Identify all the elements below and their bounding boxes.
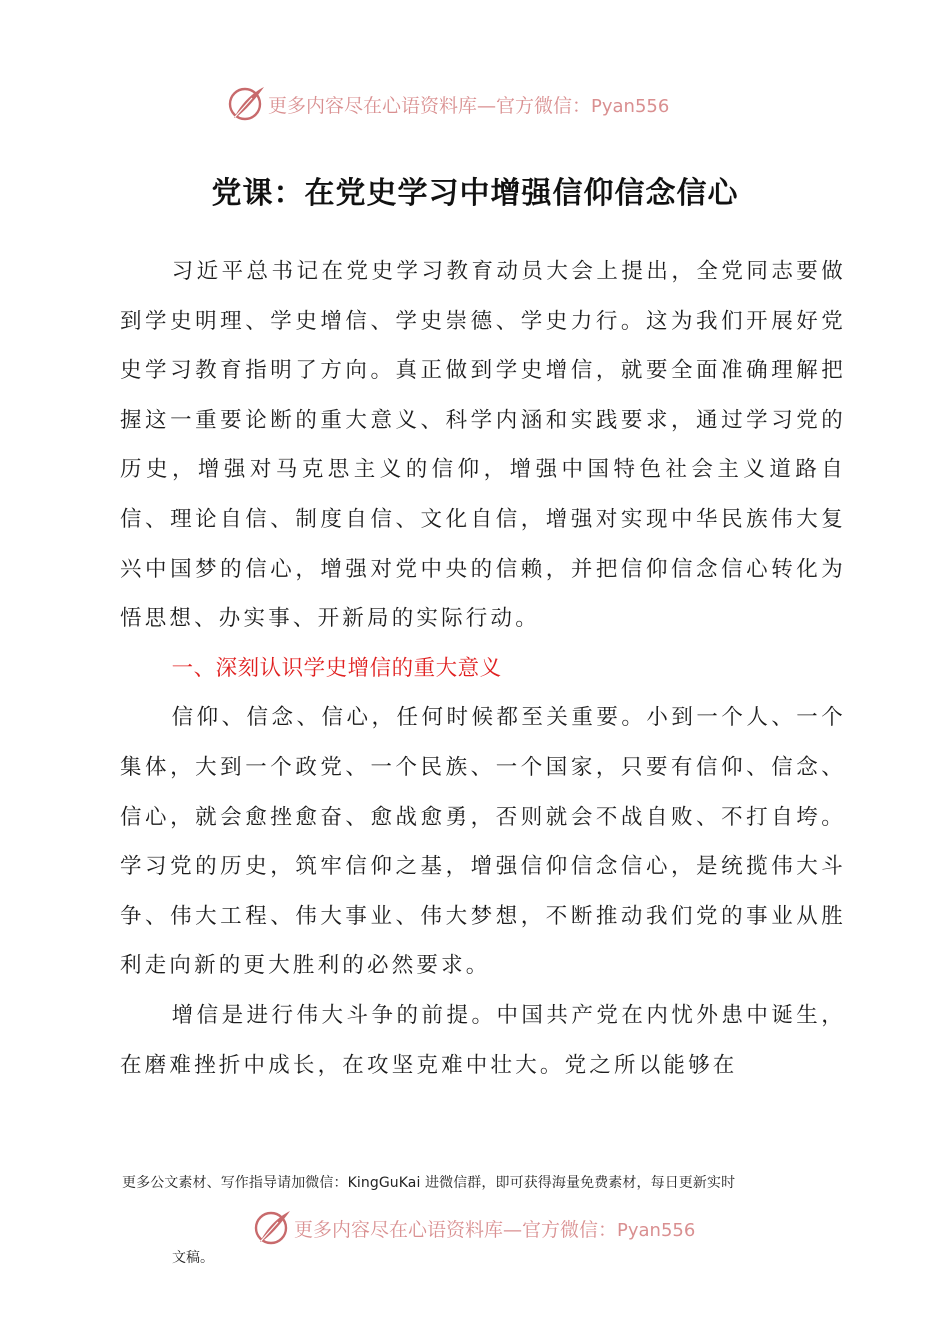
section-paragraph: 增信是进行伟大斗争的前提。中国共产党在内忧外患中诞生，在磨难挫折中成长，在攻坚克难中壮大。党之所以能够在 — [120, 1002, 846, 1078]
intro-paragraph: 习近平总书记在党史学习教育动员大会上提出，全党同志要做到学史明理、学史增信、学史崇德、学史力行。这为我们开展好党史学习教育指明了方向。真正做到学史增信，就要全面准确理解把握这一重要论断的重大意义、科学内涵和实践要求，通过学习党的历史，增强对马克思主义的信仰，增强中国特色社会主义道路自信、理论自信、制度自信、文化自信，增强对实现中华民族伟大复兴中国梦的信心，增强对党中央的信赖，并把信仰信念信心转化为悟思想、办实事、开新局的实际行动。 — [120, 259, 846, 632]
document-body — [120, 247, 846, 1090]
footer-note: 更多公文素材、写作指导请加微信：KingGuKai 进微信群，即可获得海量免费素材，每日更新实时 — [122, 1175, 736, 1191]
quill-pen-icon — [252, 1208, 292, 1248]
quill-pen-icon — [226, 84, 266, 124]
watermark-top — [226, 84, 669, 124]
watermark-bottom — [252, 1208, 695, 1248]
watermark-text: 更多内容尽在心语资料库—官方微信：Pyan556 — [268, 94, 670, 117]
document-title: 党课：在党史学习中增强信仰信念信心 — [211, 176, 739, 211]
section-heading: 一、深刻认识学史增信的重大意义 — [171, 655, 502, 681]
section-paragraph: 信仰、信念、信心，任何时候都至关重要。小到一个人、一个集体，大到一个政党、一个民族、一个国家，只要有信仰、信念、信心，就会愈挫愈奋、愈战愈勇，否则就会不战自败、不打自垮。学习党的历史，筑牢信仰之基，增强信仰信念信心，是统揽伟大斗争、伟大工程、伟大事业、伟大梦想，不断推动我们党的事业从胜利走向新的更大胜利的必然要求。 — [120, 705, 846, 979]
footer-note-end: 文稿。 — [172, 1250, 214, 1266]
watermark-text: 更多内容尽在心语资料库—官方微信：Pyan556 — [294, 1218, 696, 1241]
